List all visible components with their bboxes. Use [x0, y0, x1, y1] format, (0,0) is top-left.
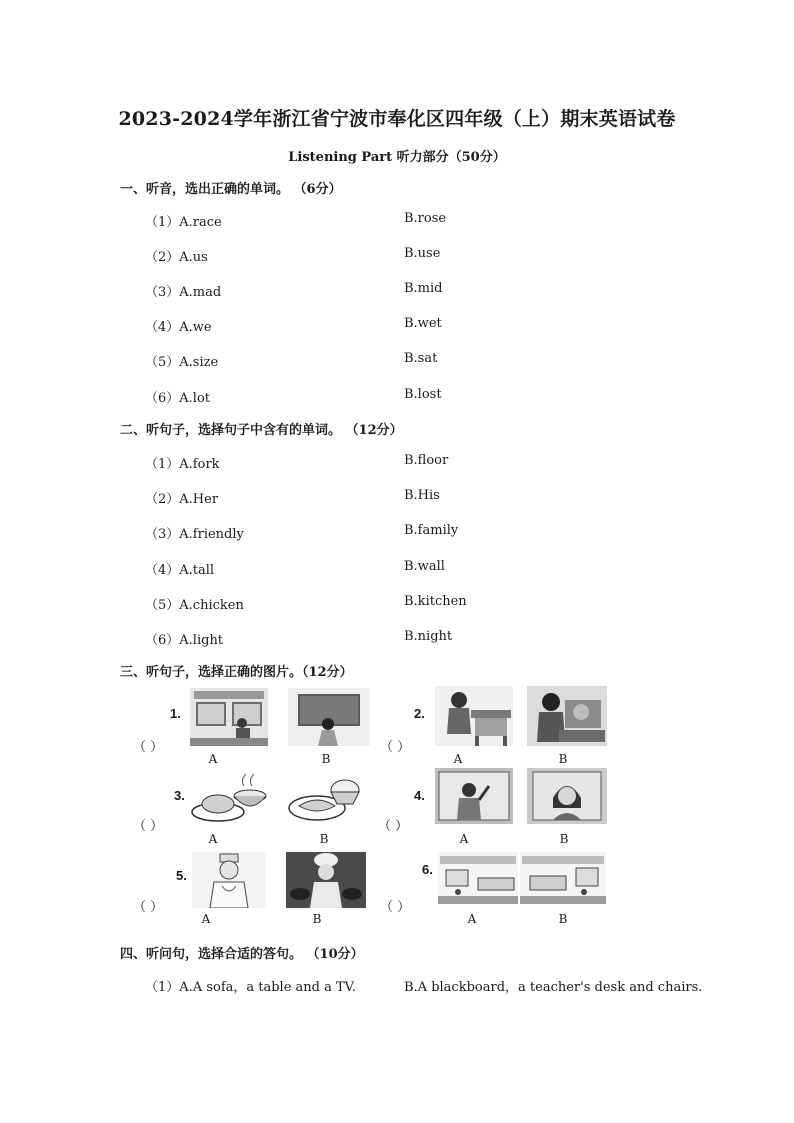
list-item	[145, 976, 705, 996]
picture-photo-woman-portrait	[527, 768, 607, 824]
list-item	[145, 281, 705, 301]
option-b: B.family	[404, 523, 459, 538]
answer-bracket[interactable]: （ ）	[133, 900, 164, 915]
item-number: （3）	[145, 285, 180, 300]
option-a: A.light	[179, 633, 224, 648]
option-a: A.mad	[179, 285, 222, 300]
picture-label-a: A	[201, 912, 211, 926]
option-a: A.friendly	[179, 527, 244, 542]
picture-label-b: B	[312, 912, 322, 926]
option-b: B.rose	[404, 211, 447, 226]
question-number: 5.	[176, 868, 187, 883]
item-number: （2）	[145, 250, 180, 265]
section-2-heading: 二、听句子，选择句子中含有的单词。 （12分）	[120, 423, 403, 438]
item-number: （4）	[145, 320, 180, 335]
picture-bread-and-soup	[190, 768, 270, 828]
item-number: （2）	[145, 492, 180, 507]
option-b: B.wet	[404, 316, 442, 331]
list-item	[145, 594, 705, 614]
question-number: 3.	[174, 788, 185, 803]
picture-label-b: B	[321, 752, 331, 766]
picture-label-a: A	[208, 752, 218, 766]
answer-bracket[interactable]: （ ）	[133, 819, 164, 834]
list-item	[145, 453, 705, 473]
list-item	[145, 559, 705, 579]
picture-photo-waving-woman	[435, 768, 513, 824]
picture-label-b: B	[559, 832, 569, 846]
question-number: 6.	[422, 862, 433, 877]
option-b: B.use	[404, 246, 441, 261]
item-number: （6）	[145, 633, 180, 648]
option-b: B.A blackboard，a teacher's desk and chairs.	[404, 980, 703, 995]
section-4-heading: 四、听问句，选择合适的答句。 （10分）	[120, 947, 364, 962]
list-item	[145, 629, 705, 649]
picture-label-b: B	[558, 752, 568, 766]
picture-doctor	[192, 852, 266, 908]
list-item	[145, 316, 705, 336]
picture-label-b: B	[319, 832, 329, 846]
item-number: （1）	[145, 457, 180, 472]
picture-label-b: B	[558, 912, 568, 926]
list-item	[145, 211, 705, 231]
option-a: A.race	[179, 215, 222, 230]
option-b: B.His	[404, 488, 440, 503]
question-number: 2.	[414, 706, 425, 721]
question-number: 1.	[170, 706, 181, 721]
picture-blackboard-scene	[288, 688, 370, 746]
answer-bracket[interactable]: （ ）	[133, 740, 164, 755]
item-number: （1）	[145, 215, 180, 230]
picture-girl-at-machine	[527, 686, 607, 746]
option-a: A.Her	[179, 492, 219, 507]
option-a: A.us	[179, 250, 208, 265]
picture-living-room-a	[438, 852, 518, 904]
option-a: A.A sofa，a table and a TV.	[179, 980, 356, 995]
option-a: A.fork	[179, 457, 220, 472]
option-b: B.kitchen	[404, 594, 467, 609]
item-number: （4）	[145, 563, 180, 578]
option-b: B.lost	[404, 387, 442, 402]
picture-living-room-b	[520, 852, 606, 904]
option-b: B.night	[404, 629, 453, 644]
list-item	[145, 488, 705, 508]
item-number: （5）	[145, 598, 180, 613]
page-subtitle: Listening Part 听力部分（50分）	[288, 150, 506, 165]
item-number: （6）	[145, 391, 180, 406]
section-1-heading: 一、听音，选出正确的单词。 （6分）	[120, 182, 342, 197]
picture-girl-at-desk	[435, 686, 513, 746]
option-b: B.floor	[404, 453, 449, 468]
option-b: B.mid	[404, 281, 443, 296]
option-a: A.tall	[179, 563, 215, 578]
answer-bracket[interactable]: （ ）	[380, 900, 411, 915]
picture-label-a: A	[459, 832, 469, 846]
list-item	[145, 387, 705, 407]
picture-label-a: A	[208, 832, 218, 846]
item-number: （3）	[145, 527, 180, 542]
option-a: A.size	[179, 355, 219, 370]
option-a: A.chicken	[179, 598, 244, 613]
answer-bracket[interactable]: （ ）	[380, 740, 411, 755]
option-b: B.wall	[404, 559, 445, 574]
option-a: A.lot	[179, 391, 211, 406]
item-number: （1）	[145, 980, 180, 995]
answer-bracket[interactable]: （ ）	[378, 819, 409, 834]
picture-label-a: A	[453, 752, 463, 766]
list-item	[145, 523, 705, 543]
list-item	[145, 351, 705, 371]
question-number: 4.	[414, 788, 425, 803]
picture-fish-and-rice	[287, 768, 363, 828]
picture-label-a: A	[467, 912, 477, 926]
section-3-heading: 三、听句子，选择正确的图片。（12分）	[120, 665, 353, 680]
option-b: B.sat	[404, 351, 438, 366]
list-item	[145, 246, 705, 266]
picture-window-scene	[190, 688, 268, 746]
picture-cook	[286, 852, 366, 908]
item-number: （5）	[145, 355, 180, 370]
page-title: 2023-2024学年浙江省宁波市奉化区四年级（上）期末英语试卷	[118, 108, 676, 130]
option-a: A.we	[179, 320, 212, 335]
